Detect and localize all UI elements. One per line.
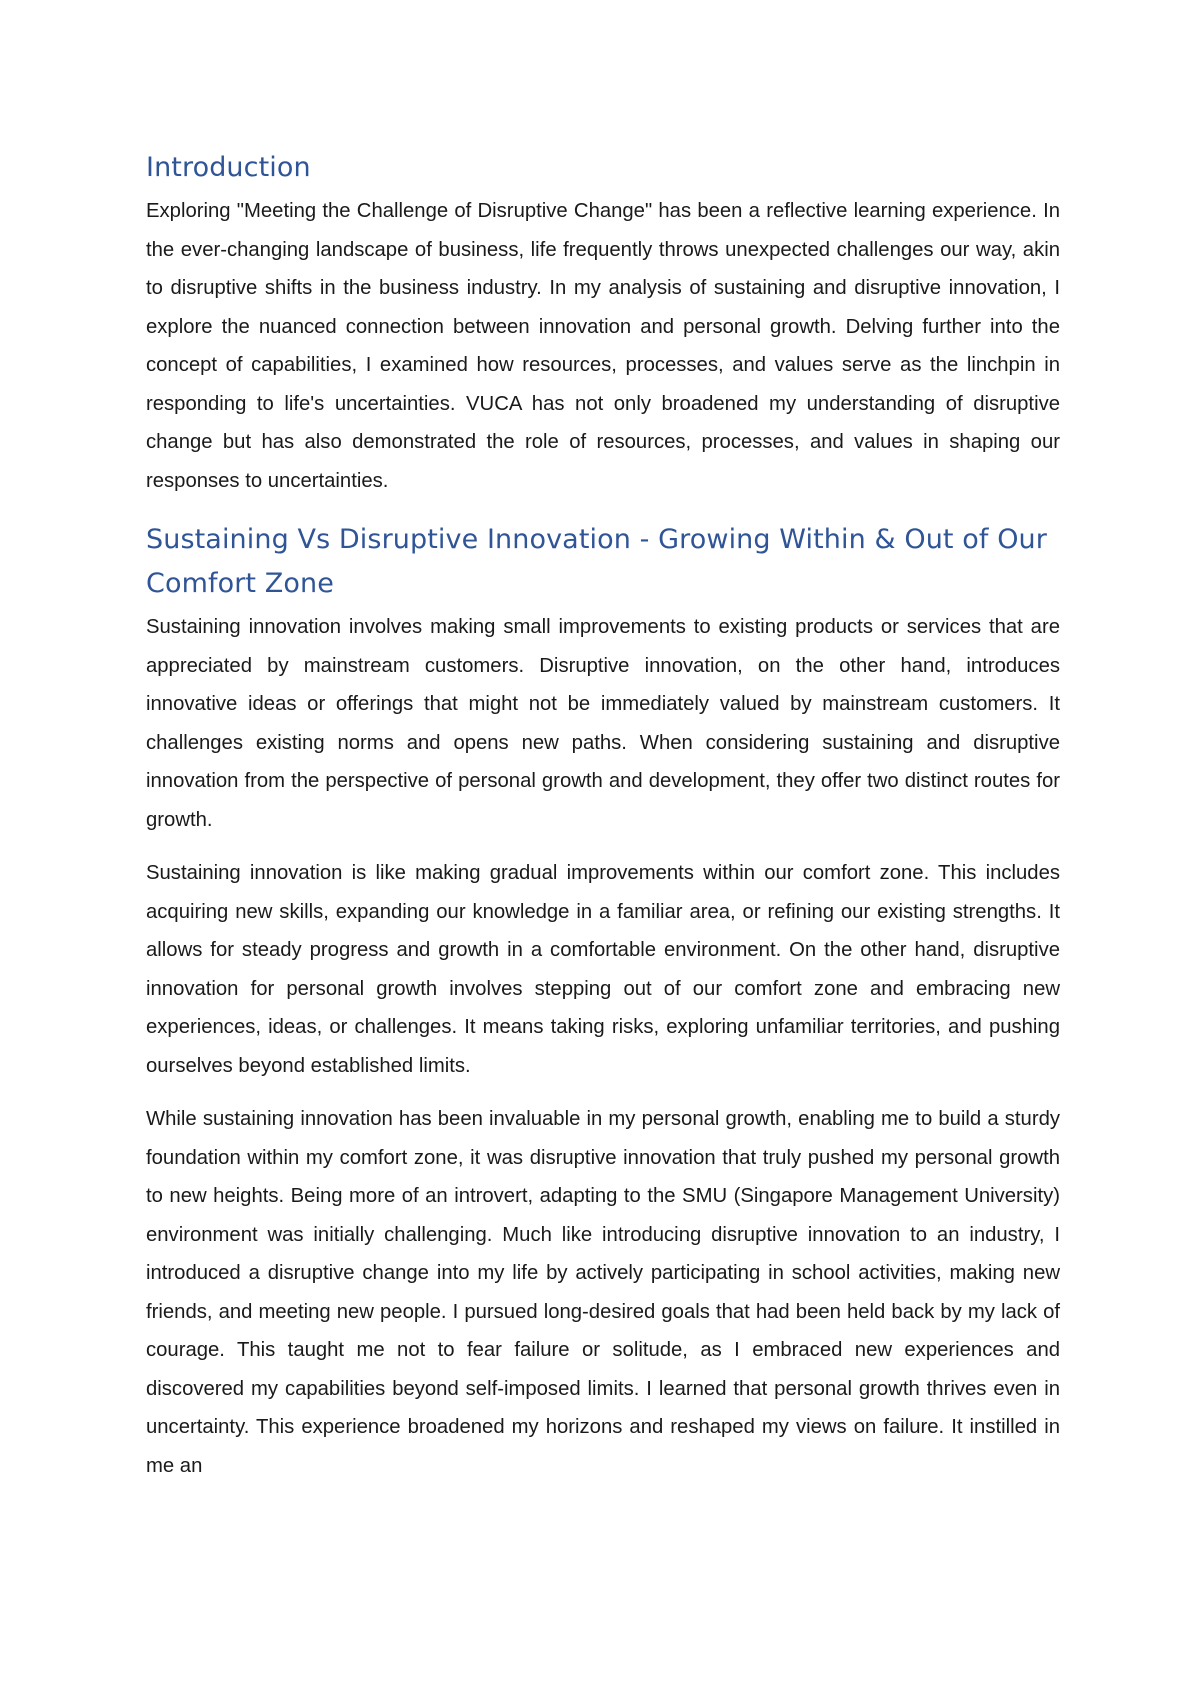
section-heading-introduction: Introduction xyxy=(146,152,311,183)
paragraph-personal-experience: While sustaining innovation has been invaluable in my personal growth, enabling me to build a sturdy foundation within my comfort zone, it was disruptive innovation that truly pushed my personal growth to new heights. Being more of an introvert, adapting to the SMU (Singapore Management University) environment was initially challenging. Much like introducing disruptive innovation to an industry, I introduced a disruptive change into my life by actively participating in school activities, making new friends, and meeting new people. I pursued long-desired goals that had been held back by my lack of courage. This taught me not to fear failure or solitude, as I embraced new experiences and discovered my capabilities beyond self-imposed limits. I learned that personal growth thrives even in uncertainty. This experience broadened my horizons and reshaped my views on failure. It instilled in me an xyxy=(146,1108,1060,1477)
paragraph-sustaining-definition: Sustaining innovation involves making small improvements to existing products or services that are appreciated by mainstream customers. Disruptive innovation, on the other hand, introduces innovative ideas or offerings that might not be immediately valued by mainstream customers. It challenges existing norms and opens new paths. When considering sustaining and disruptive innovation from the perspective of personal growth and development, they offer two distinct routes for growth. xyxy=(146,616,1060,831)
paragraph-introduction: Exploring "Meeting the Challenge of Disruptive Change" has been a reflective learning experience. In the ever-changing landscape of business, life frequently throws unexpected challenges our way, akin to disruptive shifts in the business industry. In my analysis of sustaining and disruptive innovation, I explore the nuanced connection between innovation and personal growth. Delving further into the concept of capabilities, I examined how resources, processes, and values serve as the linchpin in responding to life's uncertainties. VUCA has not only broadened my understanding of disruptive change but has also demonstrated the role of resources, processes, and values in shaping our responses to uncertainties. xyxy=(146,200,1060,492)
document-body xyxy=(146,146,1060,1485)
paragraph-sustaining-comfort-zone: Sustaining innovation is like making gradual improvements within our comfort zone. This includes acquiring new skills, expanding our knowledge in a familiar area, or refining our existing strengths. It allows for steady progress and growth in a comfortable environment. On the other hand, disruptive innovation for personal growth involves stepping out of our comfort zone and embracing new experiences, ideas, or challenges. It means taking risks, exploring unfamiliar territories, and pushing ourselves beyond established limits. xyxy=(146,862,1060,1077)
section-heading-sustaining-vs-disruptive: Sustaining Vs Disruptive Innovation - Growing Within & Out of Our Comfort Zone xyxy=(146,524,1047,599)
